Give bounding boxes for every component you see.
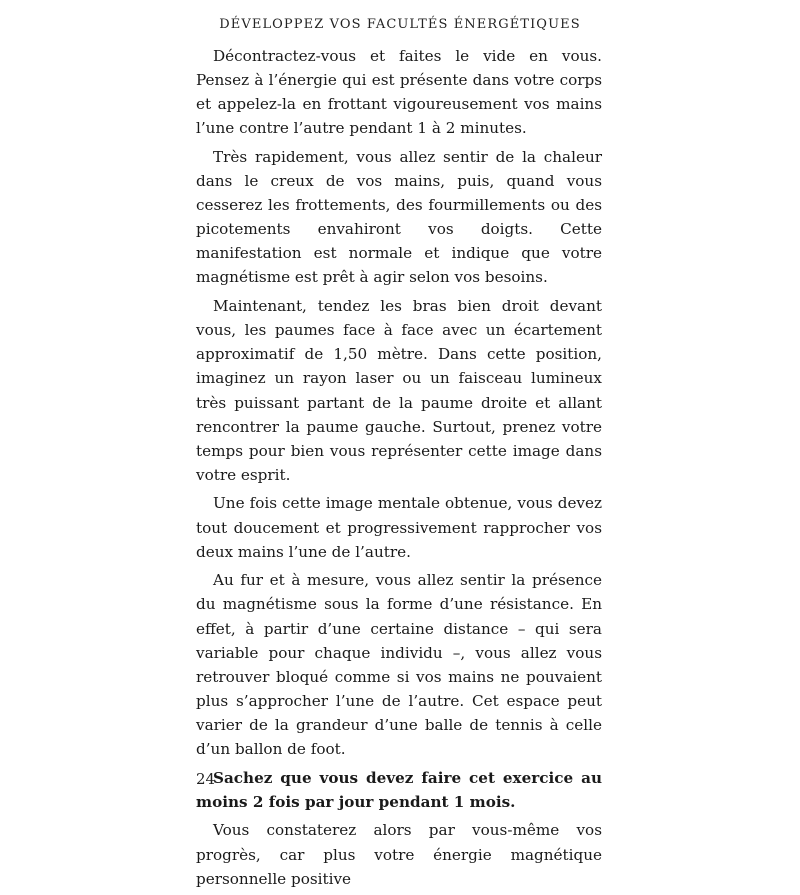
running-head: DÉVELOPPEZ VOS FACULTÉS ÉNERGÉTIQUES [219, 17, 581, 32]
page-number: 24 [196, 770, 216, 788]
paragraph: Une fois cette image mentale obtenue, vous devez tout doucement et progressivement rapprocher vos deux mains l’une de l’autre. [196, 494, 602, 561]
paragraph: Très rapidement, vous allez sentir de la chaleur dans le creux de vos mains, puis, quand vous cesserez les frottements, des fourmillements ou des picotements envahiront vos doigts. Cette manifestation est normale et indique que votre magnétisme est prêt à agir selon vos besoins. [196, 147, 602, 287]
body-text [196, 44, 602, 895]
bold-paragraph: Sachez que vous devez faire cet exercice au moins 2 fois par jour pendant 1 mois. [196, 768, 602, 811]
paragraph: Au fur et à mesure, vous allez sentir la présence du magnétisme sous la forme d’une résistance. En effet, à partir d’une certaine distance – qui sera variable pour chaque individu –, vous allez vous retrouver bloqué comme si vos mains ne pouvaient plus s’approcher l’une de l’autre. Cet espace peut varier de la grandeur d’une balle de tennis à celle d’un ballon de foot. [196, 571, 602, 758]
paragraph: Maintenant, tendez les bras bien droit devant vous, les paumes face à face avec un écartement approximatif de 1,50 mètre. Dans cette position, imaginez un rayon laser ou un faisceau lumineux très puissant partant de la paume droite et allant rencontrer la paume gauche. Surtout, prenez votre temps pour bien vous représenter cette image dans votre esprit. [196, 297, 602, 484]
paragraph: Décontractez-vous et faites le vide en vous. Pensez à l’énergie qui est présente dans votre corps et appelez-la en frottant vigoureusement vos mains l’une contre l’autre pendant 1 à 2 minutes. [196, 47, 602, 138]
paragraph: Vous constaterez alors par vous-même vos progrès, car plus votre énergie magnétique personnelle positive [196, 821, 602, 888]
